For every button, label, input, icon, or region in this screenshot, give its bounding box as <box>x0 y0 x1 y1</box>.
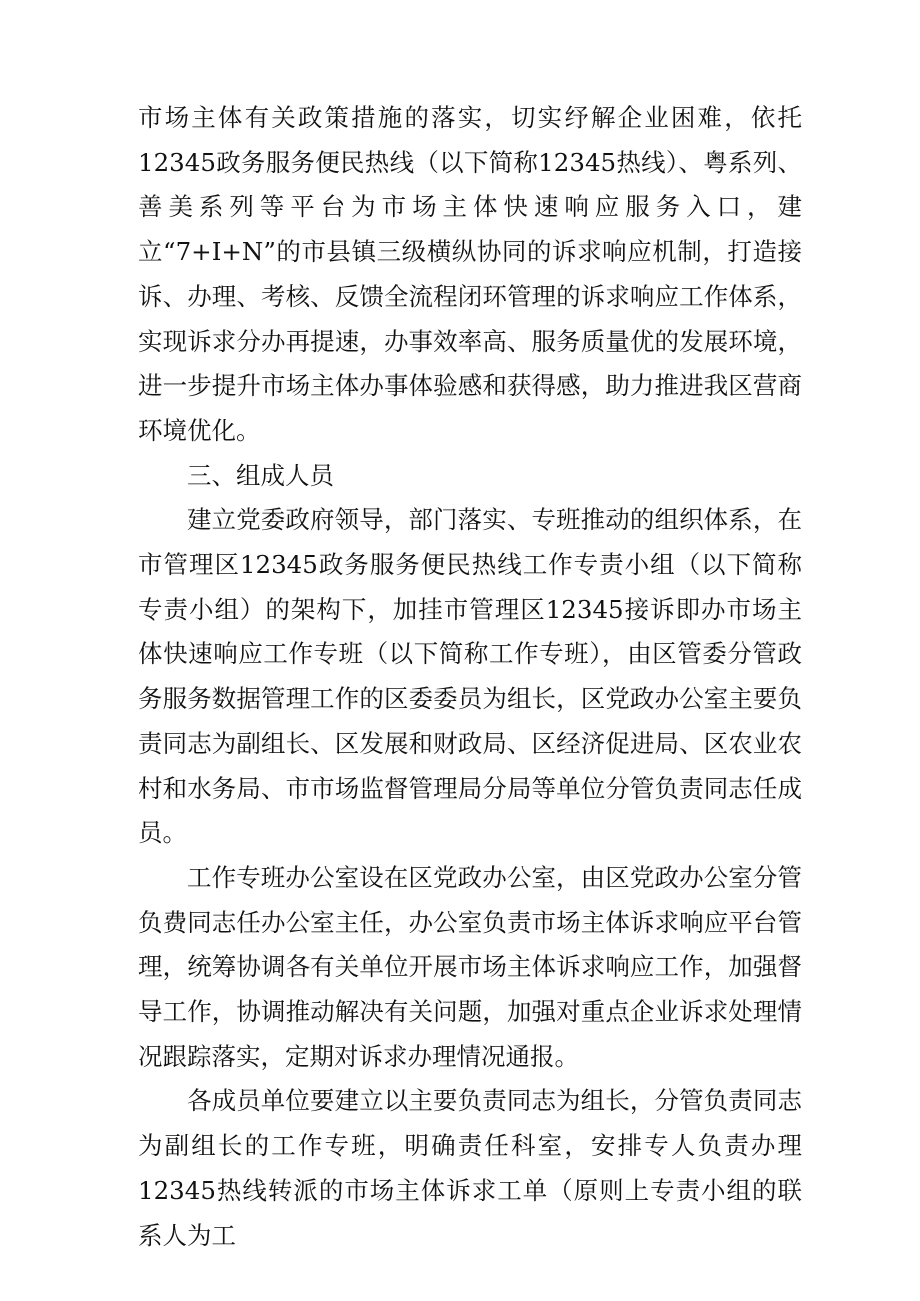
paragraph-organization-system: 建立党委政府领导，部门落实、专班推动的组织体系，在市管理区12345政务服务便民热线工作专责小组（以下简称专责小组）的架构下，加挂市管理区12345接诉即办市场主体快速响应工作专班（以下简称工作专班），由区管委分管政务服务数据管理工作的区委委员为组长，区党政办公室主要负责同志为副组长、区发展和财政局、区经济促进局、区农业农村和水务局、市市场监督管理局分局等单位分管负责同志任成员。 <box>138 505 802 848</box>
document-page <box>138 96 802 1258</box>
paragraph-policy-implementation: 市场主体有关政策措施的落实，切实纾解企业困难，依托12345政务服务便民热线（以下简称12345热线）、粤系列、善美系列等平台为市场主体快速响应服务入口，建立“7+I+N”的市县镇三级横纵协同的诉求响应机制，打造接诉、办理、考核、反馈全流程闭环管理的诉求响应工作体系，实现诉求分办再提速，办事效率高、服务质量优的发展环境，进一步提升市场主体办事体验感和获得感，助力推进我区营商环境优化。 <box>138 103 802 445</box>
paragraph-office-setup: 工作专班办公室设在区党政办公室，由区党政办公室分管负费同志任办公室主任，办公室负责市场主体诉求响应平台管理，统筹协调各有关单位开展市场主体诉求响应工作，加强督导工作，协调推动解决有关问题，加强对重点企业诉求处理情况跟踪落实，定期对诉求办理情况通报。 <box>138 862 802 1071</box>
paragraph-member-units: 各成员单位要建立以主要负责同志为组长，分管负责同志为副组长的工作专班，明确责任科室，安排专人负责办理12345热线转派的市场主体诉求工单（原则上专责小组的联系人为工 <box>138 1086 802 1250</box>
section-heading-members: 三、组成人员 <box>187 460 334 490</box>
